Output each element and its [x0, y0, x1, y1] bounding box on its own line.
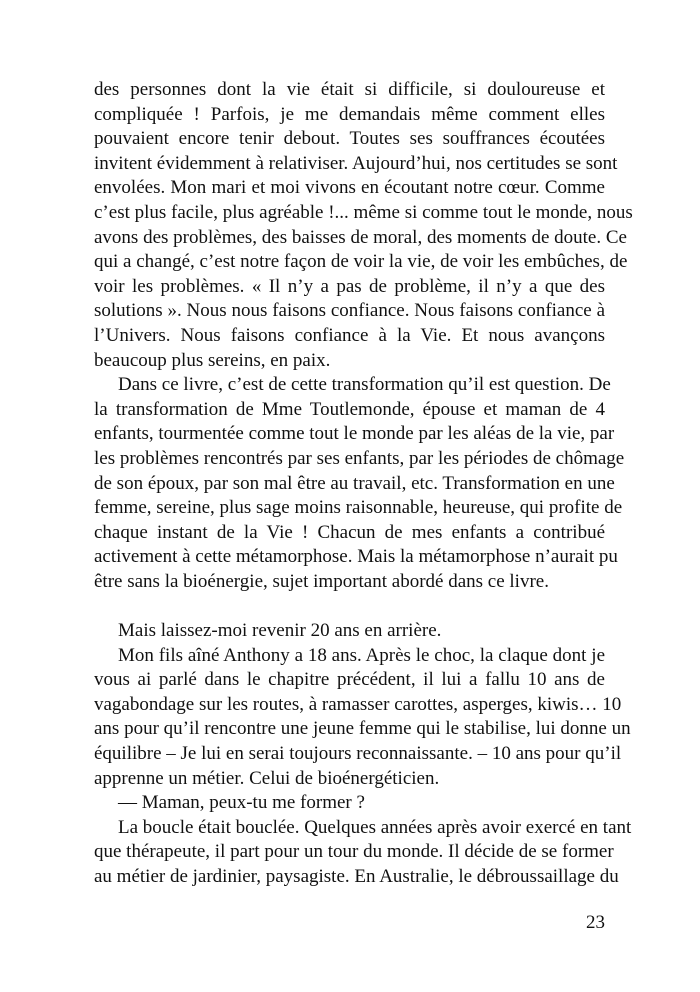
- text-line: voir les problèmes. « Il n’y a pas de problème, il n’y a que des: [94, 275, 605, 297]
- text-line: des personnes dont la vie était si difficile, si douloureuse et: [94, 79, 605, 100]
- text-line: — Maman, peux-tu me former ?: [118, 792, 365, 814]
- text-line: solutions ». Nous nous faisons confiance. Nous faisons confiance à: [94, 300, 605, 322]
- text-line: qui a changé, c’est notre façon de voir la vie, de voir les embûches, de: [94, 251, 628, 273]
- text-line: enfants, tourmentée comme tout le monde par les aléas de la vie, par: [94, 423, 615, 445]
- text-line: l’Univers. Nous faisons confiance à la Vie. Et nous avançons: [94, 324, 605, 346]
- text-line: au métier de jardinier, paysagiste. En Australie, le débroussaillage du: [94, 866, 619, 887]
- text-line: compliquée ! Parfois, je me demandais même comment elles: [94, 103, 605, 125]
- paragraph-4: [94, 644, 631, 792]
- text-line: Mon fils aîné Anthony a 18 ans. Après le choc, la claque dont je: [118, 644, 605, 666]
- text-line: La boucle était bouclée. Quelques années après avoir exercé en tant: [118, 816, 632, 838]
- text-line: la transformation de Mme Toutlemonde, épouse et maman de 4: [94, 398, 605, 420]
- text-line: les problèmes rencontrés par ses enfants, par les périodes de chômage: [94, 447, 625, 469]
- text-line: Dans ce livre, c’est de cette transformation qu’il est question. De: [118, 374, 611, 396]
- text-line: c’est plus facile, plus agréable !... même si comme tout le monde, nous: [94, 201, 633, 223]
- text-line: beaucoup plus sereins, en paix.: [94, 349, 331, 371]
- text-line: Mais laissez-moi revenir 20 ans en arrière.: [118, 620, 442, 642]
- text-line: avons des problèmes, des baisses de moral, des moments de doute. Ce: [94, 226, 627, 248]
- page-number: 23: [586, 912, 605, 933]
- text-line: vagabondage sur les routes, à ramasser carottes, asperges, kiwis… 10: [94, 693, 622, 715]
- text-line: être sans la bioénergie, sujet important abordé dans ce livre.: [94, 570, 549, 592]
- paragraph-2: [94, 373, 625, 594]
- text-line: vous ai parlé dans le chapitre précédent, il lui a fallu 10 ans de: [94, 669, 605, 691]
- text-line: envolées. Mon mari et moi vivons en écoutant notre cœur. Comme: [94, 177, 605, 199]
- text-line: femme, sereine, plus sage moins raisonnable, heureuse, qui profite de: [94, 497, 623, 519]
- text-line: chaque instant de la Vie ! Chacun de mes enfants a contribué: [94, 521, 605, 543]
- section-break: [94, 594, 605, 619]
- text-line: de son époux, par son mal être au travail, etc. Transformation en une: [94, 472, 615, 494]
- paragraph-1: [94, 78, 633, 373]
- book-page-body: [94, 78, 633, 890]
- dialogue-line: [94, 791, 605, 816]
- text-line: équilibre – Je lui en serai toujours reconnaissante. – 10 ans pour qu’il: [94, 743, 622, 765]
- text-line: que thérapeute, il part pour un tour du monde. Il décide de se former: [94, 841, 614, 863]
- text-line: invitent évidemment à relativiser. Aujourd’hui, nos certitudes se sont: [94, 152, 618, 174]
- paragraph-3: [94, 619, 605, 644]
- text-line: apprenne un métier. Celui de bioénergéticien.: [94, 767, 440, 789]
- text-line: pouvaient encore tenir debout. Toutes ses souffrances écoutées: [94, 128, 605, 150]
- text-line: ans pour qu’il rencontre une jeune femme qui le stabilise, lui donne un: [94, 718, 631, 740]
- paragraph-6: [94, 816, 632, 890]
- text-line: activement à cette métamorphose. Mais la métamorphose n’aurait pu: [94, 546, 618, 568]
